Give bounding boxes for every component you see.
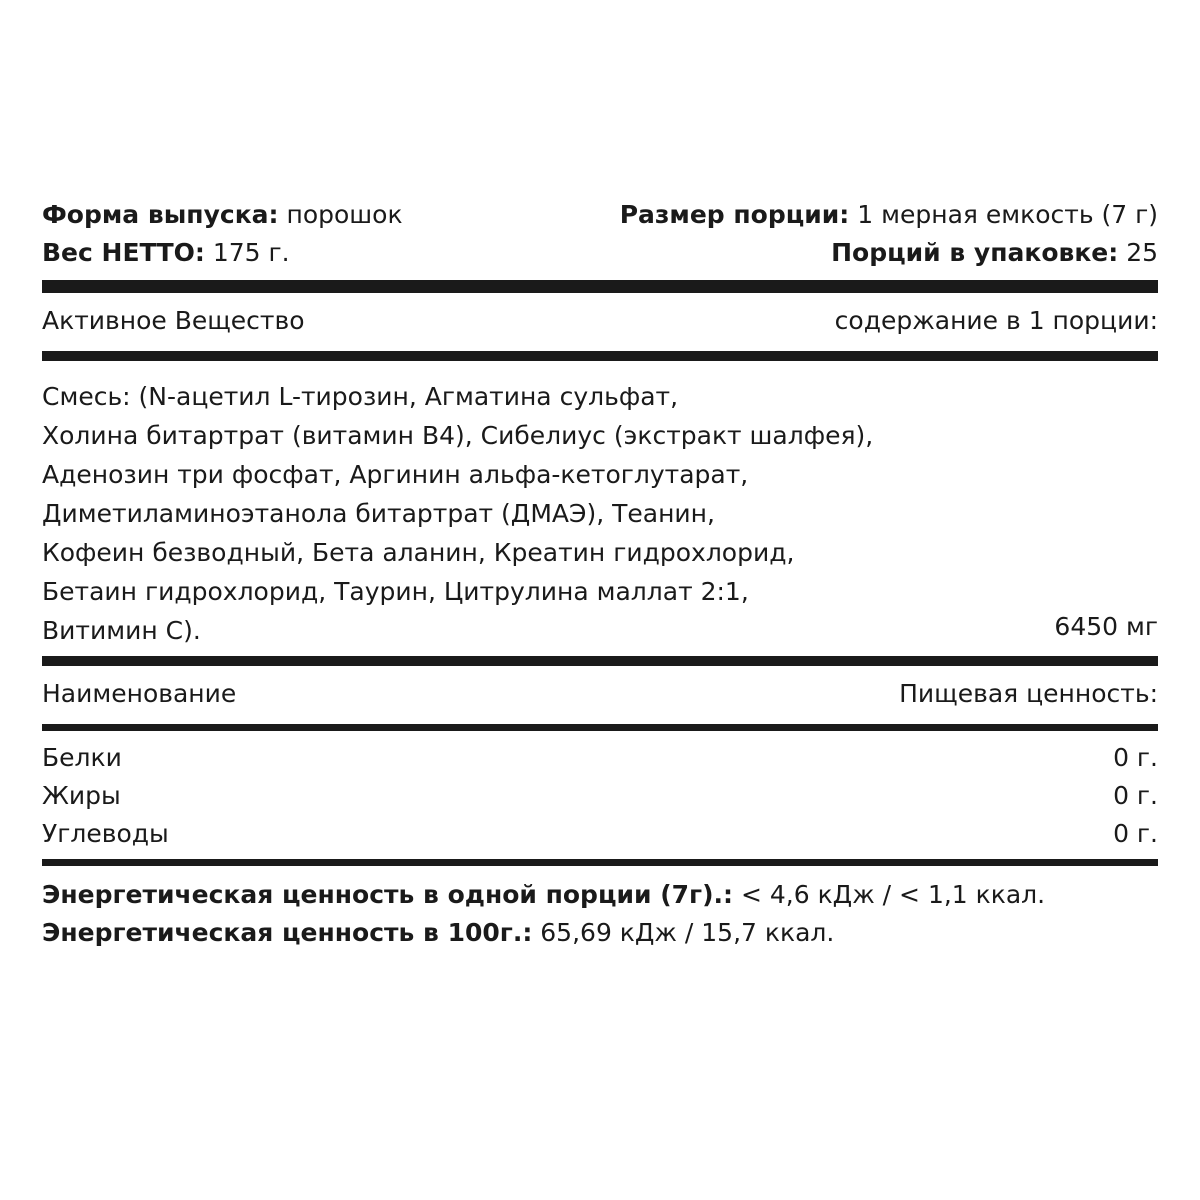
blend-block (42, 361, 1158, 656)
header-block (42, 196, 1158, 272)
blend-line: Диметиламиноэтанола битартрат (ДМАЭ), Теанин, (42, 499, 715, 528)
blend-amount: 6450 мг (1054, 612, 1158, 641)
table-row (42, 739, 1158, 777)
serving-size-field (620, 196, 1158, 234)
active-section-amount-header: содержание в 1 порции: (834, 306, 1158, 335)
blend-line: Аденозин три фосфат, Аргинин альфа-кетоглутарат, (42, 460, 749, 489)
blend-ingredients (42, 377, 1042, 650)
nutrition-section-title: Наименование (42, 679, 237, 708)
divider-top (42, 280, 1158, 293)
divider-nutrition (42, 724, 1158, 731)
net-weight-label: Вес НЕТТО: (42, 238, 205, 267)
nutrient-value: 0 г. (1113, 743, 1158, 772)
blend-line: Кофеин безводный, Бета аланин, Креатин гидрохлорид, (42, 538, 795, 567)
blend-line: Витимин С). (42, 616, 201, 645)
divider-active (42, 351, 1158, 361)
nutrient-name: Углеводы (42, 819, 169, 848)
blend-line: Бетаин гидрохлорид, Таурин, Цитрулина маллат 2:1, (42, 577, 749, 606)
label-content (42, 196, 1158, 952)
header-row (42, 196, 1158, 234)
servings-per-container-label: Порций в упаковке: (831, 238, 1119, 267)
nutrient-name: Белки (42, 743, 122, 772)
form-field (42, 196, 403, 234)
energy-per-100g-label: Энергетическая ценность в 100г.: (42, 918, 533, 947)
active-section-header (42, 293, 1158, 351)
serving-size-value: 1 мерная емкость (7 г) (857, 200, 1158, 229)
divider-blend (42, 656, 1158, 666)
active-section-title: Активное Вещество (42, 306, 305, 335)
table-row (42, 815, 1158, 853)
servings-per-container-field (831, 234, 1158, 272)
energy-block (42, 866, 1158, 952)
nutrient-value: 0 г. (1113, 819, 1158, 848)
net-weight-field (42, 234, 290, 272)
servings-per-container-value: 25 (1126, 238, 1158, 267)
blend-line: Смесь: (N-ацетил L-тирозин, Агматина сульфат, (42, 382, 679, 411)
energy-per-serving-label: Энергетическая ценность в одной порции (7г).: (42, 880, 734, 909)
divider-bottom (42, 859, 1158, 866)
energy-per-100g-value: 65,69 кДж / 15,7 ккал. (540, 918, 835, 947)
nutrient-value: 0 г. (1113, 781, 1158, 810)
energy-per-serving (42, 876, 1158, 914)
header-row (42, 234, 1158, 272)
nutrient-name: Жиры (42, 781, 121, 810)
net-weight-value: 175 г. (212, 238, 290, 267)
form-value: порошок (286, 200, 403, 229)
table-row (42, 777, 1158, 815)
serving-size-label: Размер порции: (619, 200, 850, 229)
form-label: Форма выпуска: (42, 200, 279, 229)
nutrition-rows (42, 731, 1158, 859)
blend-line: Холина битартрат (витамин B4), Сибелиус (экстракт шалфея), (42, 421, 874, 450)
energy-per-serving-value: < 4,6 кДж / < 1,1 ккал. (740, 880, 1046, 909)
nutrition-value-header: Пищевая ценность: (899, 679, 1158, 708)
nutrition-section-header (42, 666, 1158, 724)
energy-per-100g (42, 914, 1158, 952)
